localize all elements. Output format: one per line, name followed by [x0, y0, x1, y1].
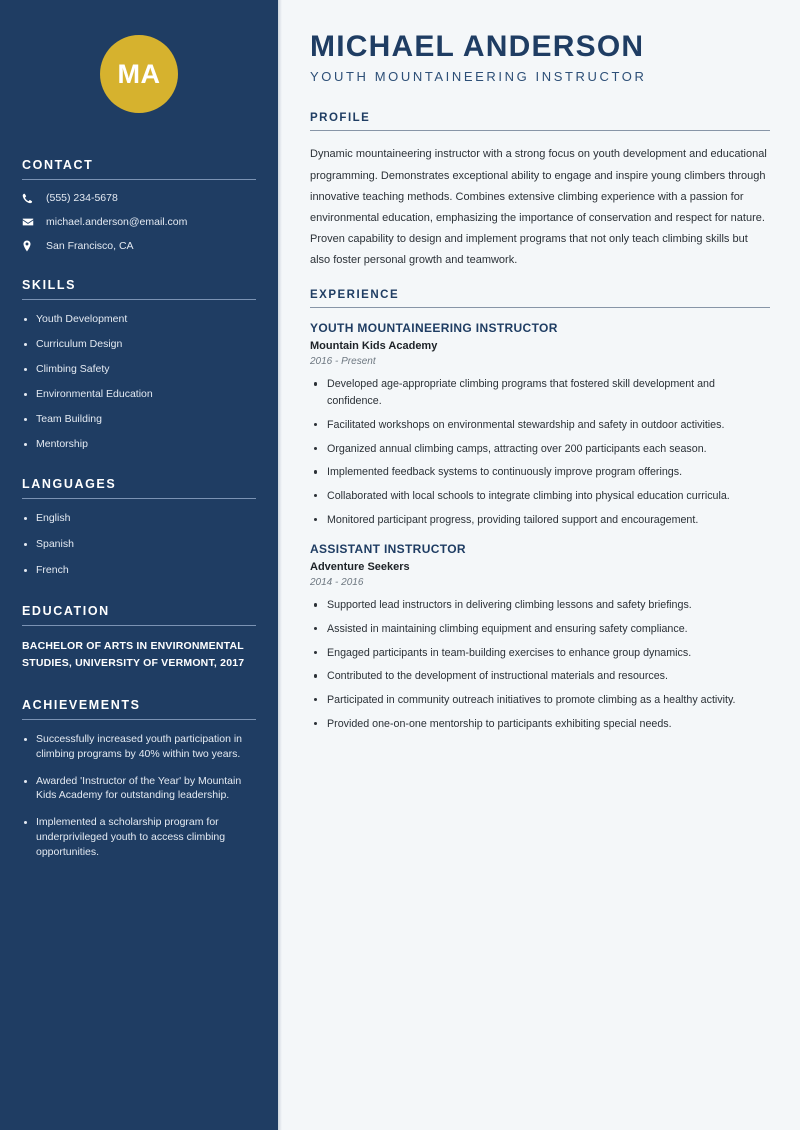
list-item: Participated in community outreach initiatives to promote climbing as a healthy activity.: [310, 692, 770, 709]
list-item: Developed age-appropriate climbing programs that fostered skill development and confidence.: [310, 376, 770, 409]
list-item: Curriculum Design: [22, 337, 256, 352]
sidebar-section-languages: [22, 477, 256, 578]
map-pin-icon: [22, 240, 39, 252]
list-item: Mentorship: [22, 437, 256, 452]
job-dates: 2014 - 2016: [310, 577, 364, 589]
contact-phone-value: (555) 234-5678: [46, 192, 118, 204]
job-company: Adventure Seekers: [310, 561, 410, 574]
contact-divider: [22, 179, 256, 180]
list-item: Provided one-on-one mentorship to participants exhibiting special needs.: [310, 716, 770, 733]
avatar: [100, 35, 178, 113]
list-item: Contributed to the development of instructional materials and resources.: [310, 668, 770, 685]
avatar-wrapper: [22, 0, 256, 113]
contact-email-value: michael.anderson@email.com: [46, 216, 188, 228]
list-item: Monitored participant progress, providing tailored support and encouragement.: [310, 512, 770, 529]
contact-row-email: [22, 216, 256, 228]
list-item: Facilitated workshops on environmental stewardship and safety in outdoor activities.: [310, 417, 770, 434]
job-bullet-list: [310, 376, 770, 528]
achievements-heading: ACHIEVEMENTS: [22, 697, 141, 712]
contact-row-phone: [22, 192, 256, 204]
education-entry: BACHELOR OF ARTS IN ENVIRONMENTAL STUDIES, UNIVERSITY OF VERMONT, 2017: [22, 640, 245, 669]
list-item: English: [22, 511, 256, 526]
list-item: Environmental Education: [22, 387, 256, 402]
contact-location-value: San Francisco, CA: [46, 240, 134, 252]
profile-heading: PROFILE: [310, 112, 371, 124]
list-item: Team Building: [22, 412, 256, 427]
job-bullet-list: [310, 597, 770, 732]
job-company: Mountain Kids Academy: [310, 340, 438, 353]
contact-row-location: [22, 240, 256, 252]
list-item: Supported lead instructors in delivering climbing lessons and safety briefings.: [310, 597, 770, 614]
languages-divider: [22, 498, 256, 499]
sidebar-section-contact: [22, 158, 256, 252]
experience-job-2: [310, 542, 770, 732]
section-experience: [310, 289, 770, 732]
list-item: Implemented a scholarship program for underprivileged youth to access climbing opportunities.: [22, 815, 256, 860]
languages-heading: LANGUAGES: [22, 477, 117, 492]
list-item: Engaged participants in team-building exercises to enhance group dynamics.: [310, 645, 770, 662]
profile-divider: [310, 130, 770, 131]
list-item: Youth Development: [22, 312, 256, 327]
education-divider: [22, 625, 256, 626]
profile-text: Dynamic mountaineering instructor with a strong focus on youth development and educational programming. Demonstrates exceptional ability to engage and inspire young climbers through innovative teaching methods. Combines extensive climbing experience with a passion for environmental education, emphasizing the importance of conservation and respect for nature. Proven capability to design and implement programs that not only teach climbing skills but also foster personal growth and teamwork.: [310, 148, 767, 266]
job-title: ASSISTANT INSTRUCTOR: [310, 542, 466, 557]
achievements-divider: [22, 719, 256, 720]
experience-job-1: [310, 321, 770, 528]
experience-heading: EXPERIENCE: [310, 289, 400, 302]
avatar-initials: MA: [117, 58, 161, 89]
phone-icon: [22, 193, 39, 204]
skills-list: [22, 312, 256, 451]
list-item: French: [22, 563, 256, 578]
sidebar: [0, 0, 278, 1130]
sidebar-section-education: [22, 604, 256, 672]
list-item: Awarded 'Instructor of the Year' by Mountain Kids Academy for outstanding leadership.: [22, 774, 256, 804]
list-item: Organized annual climbing camps, attracting over 200 participants each season.: [310, 441, 770, 458]
achievements-list: [22, 732, 256, 860]
skills-divider: [22, 299, 256, 300]
list-item: Spanish: [22, 537, 256, 552]
list-item: Assisted in maintaining climbing equipment and ensuring safety compliance.: [310, 621, 770, 638]
experience-divider: [310, 307, 770, 308]
skills-heading: SKILLS: [22, 278, 77, 292]
sidebar-section-achievements: [22, 698, 256, 860]
list-item: Collaborated with local schools to integrate climbing into physical education curricula.: [310, 488, 770, 505]
contact-heading: CONTACT: [22, 158, 94, 172]
list-item: Climbing Safety: [22, 362, 256, 377]
section-profile: [310, 112, 770, 271]
education-heading: EDUCATION: [22, 604, 110, 619]
envelope-icon: [22, 216, 39, 228]
list-item: Successfully increased youth participation in climbing programs by 40% within two years.: [22, 732, 256, 762]
header-subtitle: YOUTH MOUNTAINEERING INSTRUCTOR: [310, 69, 647, 84]
job-dates: 2016 - Present: [310, 356, 376, 368]
main-content: [278, 0, 800, 1130]
page-title: MICHAEL ANDERSON: [310, 30, 645, 63]
languages-list: [22, 511, 256, 578]
job-title: YOUTH MOUNTAINEERING INSTRUCTOR: [310, 321, 558, 336]
list-item: Implemented feedback systems to continuously improve program offerings.: [310, 464, 770, 481]
sidebar-section-skills: [22, 278, 256, 451]
